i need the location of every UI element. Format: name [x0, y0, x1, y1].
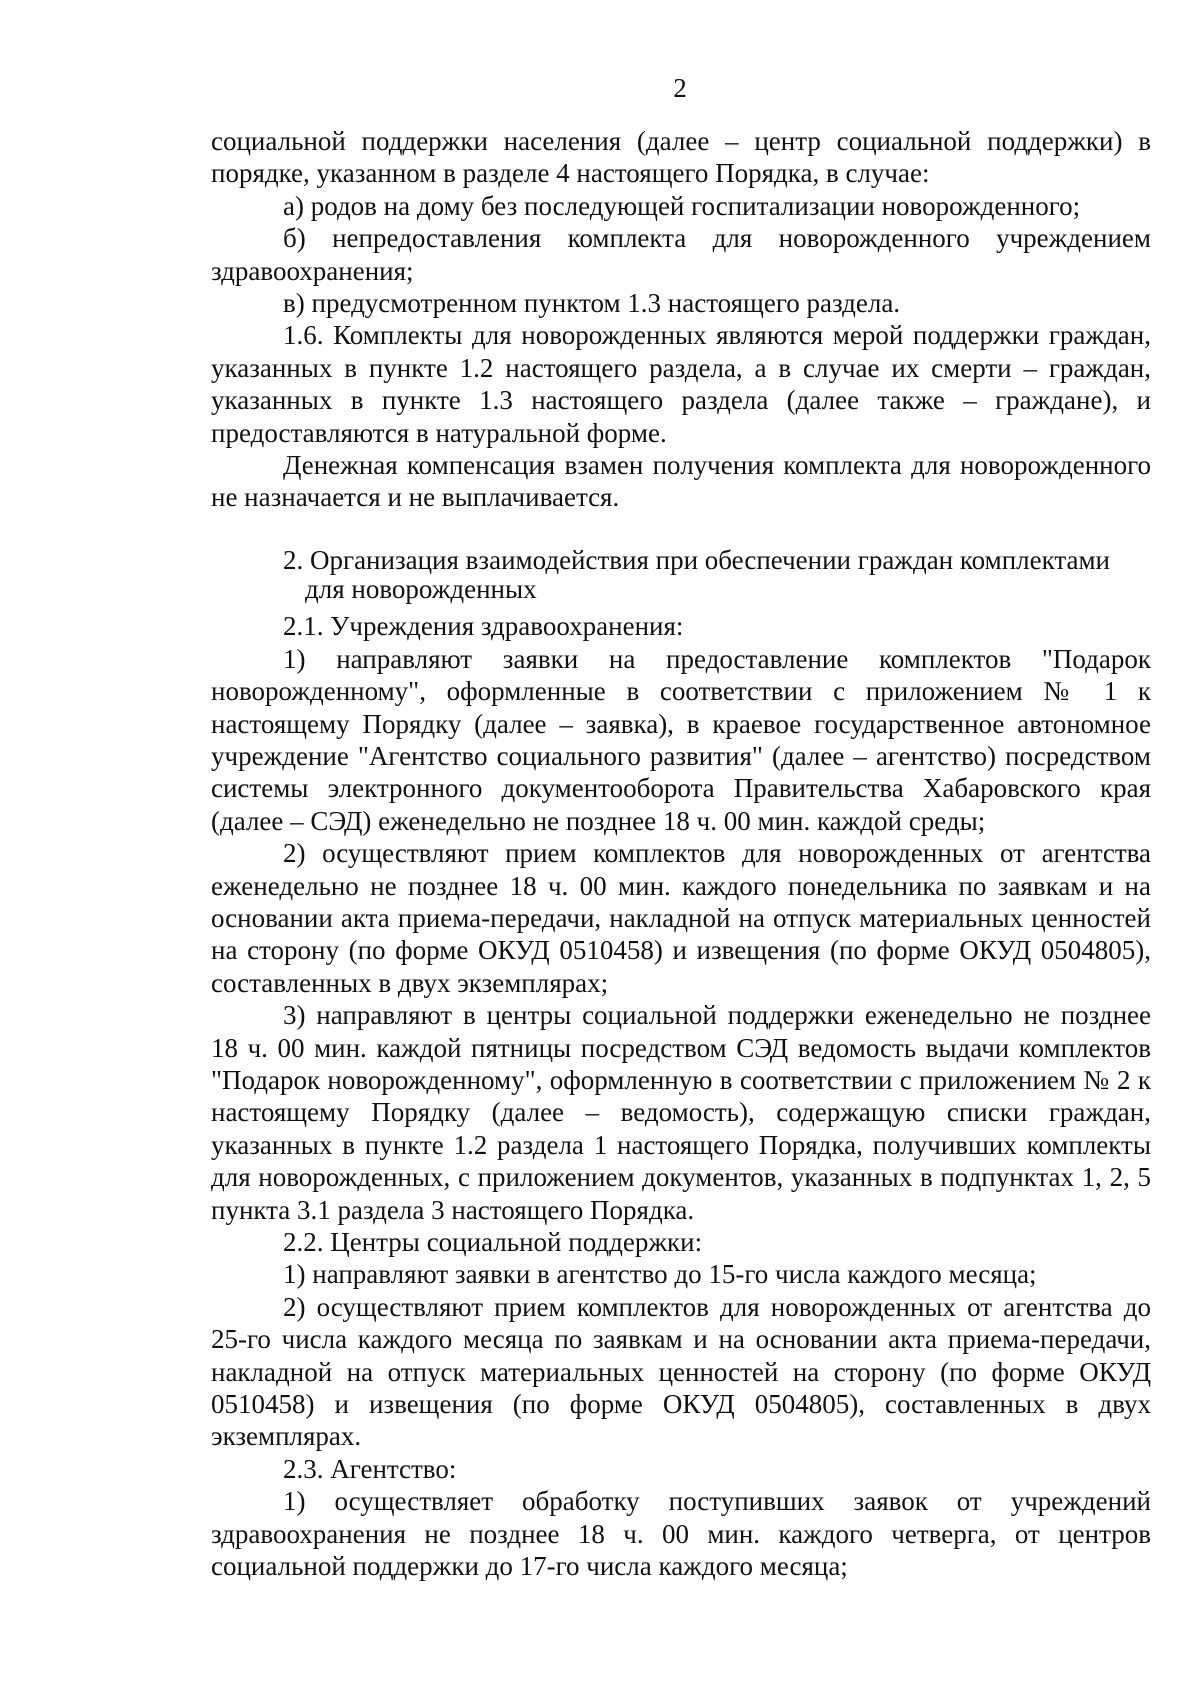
- clause-2-2: 2.2. Центры социальной поддержки:: [283, 1227, 703, 1257]
- clause-1-6: 1.6. Комплекты для новорожденных являются мерой поддержки граждан, указанных в пункте 1.2 настоящего раздела, а в случае их смерти – граждан, указанных в пункте 1.3 настоящего раздела (далее также – граждане), и предоставляются в натуральной форме.: [211, 320, 1151, 448]
- clause-2-3-item-1: 1) осуществляет обработку поступивших заявок от учреждений здравоохранения не позднее 18 ч. 00 мин. каждого четверга, от центров социальной поддержки до 17-го числа каждого месяца;: [211, 1486, 1151, 1582]
- page-number: 2: [673, 73, 687, 103]
- clause-2-2-item-1: 1) направляют заявки в агентство до 15-го числа каждого месяца;: [283, 1259, 1037, 1290]
- clause-2-1-item-1: 1) направляют заявки на предоставление комплектов "Подарок новорожденному", оформленные в соответствии с приложением № 1 к настоящему Порядку (далее – заявка), в краевое государственное автономное учреждение "Агентство социального развития" (далее – агентство) посредством системы электронного документооборота Правительства Хабаровского края (далее – СЭД) еженедельно не позднее 18 ч. 00 мин. каждой среды;: [211, 643, 1151, 836]
- document-body: [211, 125, 1151, 1582]
- section-heading: [211, 544, 1151, 605]
- clause-2-1: 2.1. Учреждения здравоохранения:: [283, 611, 684, 642]
- clause-2-3: 2.3. Агентство:: [283, 1453, 457, 1484]
- section-heading-line2: для новорожденных: [305, 574, 537, 605]
- paragraph: социальной поддержки населения (далее – центр социальной поддержки) в порядке, указанном в разделе 4 настоящего Порядка, в случае:: [211, 126, 1151, 189]
- section-spacer: [211, 514, 1151, 544]
- list-item-a: а) родов на дому без последующей госпитализации новорожденного;: [283, 190, 1081, 221]
- list-item-c: в) предусмотренном пунктом 1.3 настоящего раздела.: [283, 288, 901, 319]
- list-item-b: б) непредоставления комплекта для новорожденного учреждением здравоохранения;: [211, 223, 1151, 286]
- clause-2-2-item-2: 2) осуществляют прием комплектов для новорожденных от агентства до 25-го числа каждого месяца по заявкам и на основании акта приема-передачи, накладной на отпуск материальных ценностей на сторону (по форме ОКУД 0510458) и извещения (по форме ОКУД 0504805), составленных в двух экземплярах.: [211, 1291, 1151, 1452]
- clause-2-1-item-3: 3) направляют в центры социальной поддержки еженедельно не позднее 18 ч. 00 мин. каждой пятницы посредством СЭД ведомость выдачи комплектов "Подарок новорожденному", оформленную в соответствии с приложением № 2 к настоящему Порядку (далее – ведомость), содержащую списки граждан, указанных в пункте 1.2 раздела 1 настоящего Порядка, получивших комплекты для новорожденных, с приложением документов, указанных в подпунктах 1, 2, 5 пункта 3.1 раздела 3 настоящего Порядка.: [211, 1000, 1151, 1225]
- paragraph-compensation: Денежная компенсация взамен получения комплекта для новорожденного не назначается и не выплачивается.: [211, 450, 1151, 513]
- clause-2-1-item-2: 2) осуществляют прием комплектов для новорожденных от агентства еженедельно не позднее 18 ч. 00 мин. каждого понедельника по заявкам и на основании акта приема-передачи, накладной на отпуск материальных ценностей на сторону (по форме ОКУД 0510458) и извещения (по форме ОКУД 0504805), составленных в двух экземплярах;: [211, 838, 1151, 998]
- section-heading-line1: 2. Организация взаимодействия при обеспечении граждан комплектами: [283, 544, 1111, 575]
